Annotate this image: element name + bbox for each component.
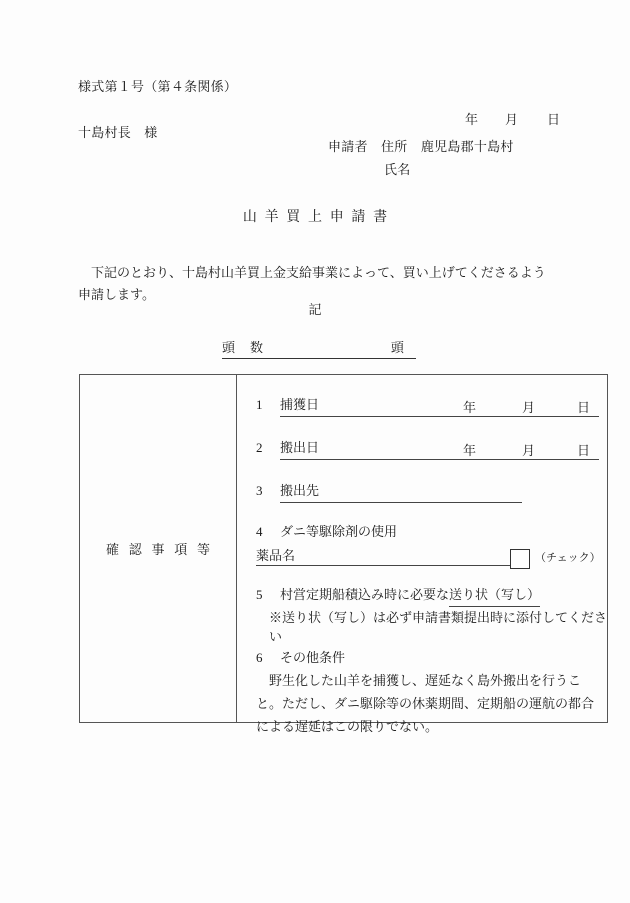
capture-date-month-label: 月	[522, 400, 536, 415]
drug-name-row	[256, 545, 601, 566]
date-month-label: 月	[505, 112, 519, 127]
shipout-date-day-label: 日	[577, 443, 591, 458]
other-conditions-text: 野生化した山羊を捕獲し、遅延なく島外搬出を行うこと。ただし、ダニ駆除等の休薬期間、定期船の運航の都合による遅延はこの限りでない。	[256, 673, 595, 734]
item-number-3: 3	[256, 483, 263, 498]
table-left-header-cell	[80, 375, 237, 722]
addressee: 十島村長 様	[78, 125, 158, 140]
checkbox-note: （チェック）	[535, 552, 601, 564]
item-label-acaricide-use: ダニ等駆除剤の使用	[280, 524, 398, 539]
table-row	[256, 438, 599, 460]
confirmation-table	[79, 374, 608, 734]
item-label-other-conditions: その他条件	[280, 650, 346, 665]
head-count-row	[222, 337, 416, 359]
shipout-date-input[interactable]	[319, 441, 599, 460]
item-label-shipout-date: 搬出日	[280, 438, 319, 460]
item-label-invoice-underlined: 送り状（写し）	[449, 585, 540, 607]
ki-marker: 記	[308, 302, 322, 317]
table-row	[256, 481, 522, 503]
shipout-date-year-label: 年	[463, 443, 477, 458]
acaricide-checkbox[interactable]	[510, 549, 530, 569]
table-row	[256, 648, 345, 668]
table-row	[256, 522, 397, 542]
drug-name-label: 薬品名	[256, 545, 295, 566]
body-paragraph: 下記のとおり、十島村山羊買上金支給事業によって、買い上げてくださるよう申請します。	[78, 265, 546, 302]
item-number-6: 6	[256, 650, 263, 665]
applicant-name-label: 氏名	[384, 162, 411, 177]
capture-date-input[interactable]	[319, 398, 599, 417]
drug-name-input[interactable]	[295, 549, 510, 566]
capture-date-day-label: 日	[577, 400, 591, 415]
item-number-1: 1	[256, 397, 263, 412]
table-row	[256, 585, 540, 607]
item-number-4: 4	[256, 524, 263, 539]
item-number-2: 2	[256, 440, 263, 455]
shipout-date-month-label: 月	[522, 443, 536, 458]
item-number-5: 5	[256, 587, 263, 602]
date-year-label: 年	[465, 112, 479, 127]
head-count-unit: 頭	[391, 337, 416, 359]
head-count-label: 頭 数	[222, 337, 269, 359]
item-label-capture-date: 捕獲日	[280, 395, 319, 417]
header-date-line	[452, 100, 560, 139]
capture-date-year-label: 年	[463, 400, 477, 415]
destination-input[interactable]	[319, 487, 522, 503]
table-left-header-label: 確認事項等	[105, 542, 220, 557]
date-day-label: 日	[547, 112, 561, 127]
applicant-address-line: 申請者 住所 鹿児島郡十島村	[328, 139, 514, 154]
item-label-invoice-plain: 村営定期船積込み時に必要な	[280, 587, 450, 602]
table-row	[256, 395, 599, 417]
invoice-note: ※送り状（写し）は必ず申請書類提出時に添付してください	[269, 610, 608, 644]
table-right-content-cell	[237, 375, 608, 734]
document-title: 山羊買上申請書	[242, 210, 395, 225]
head-count-input-rule[interactable]	[269, 343, 391, 359]
form-number: 様式第１号（第４条関係）	[78, 79, 238, 94]
item-label-destination: 搬出先	[280, 481, 319, 503]
